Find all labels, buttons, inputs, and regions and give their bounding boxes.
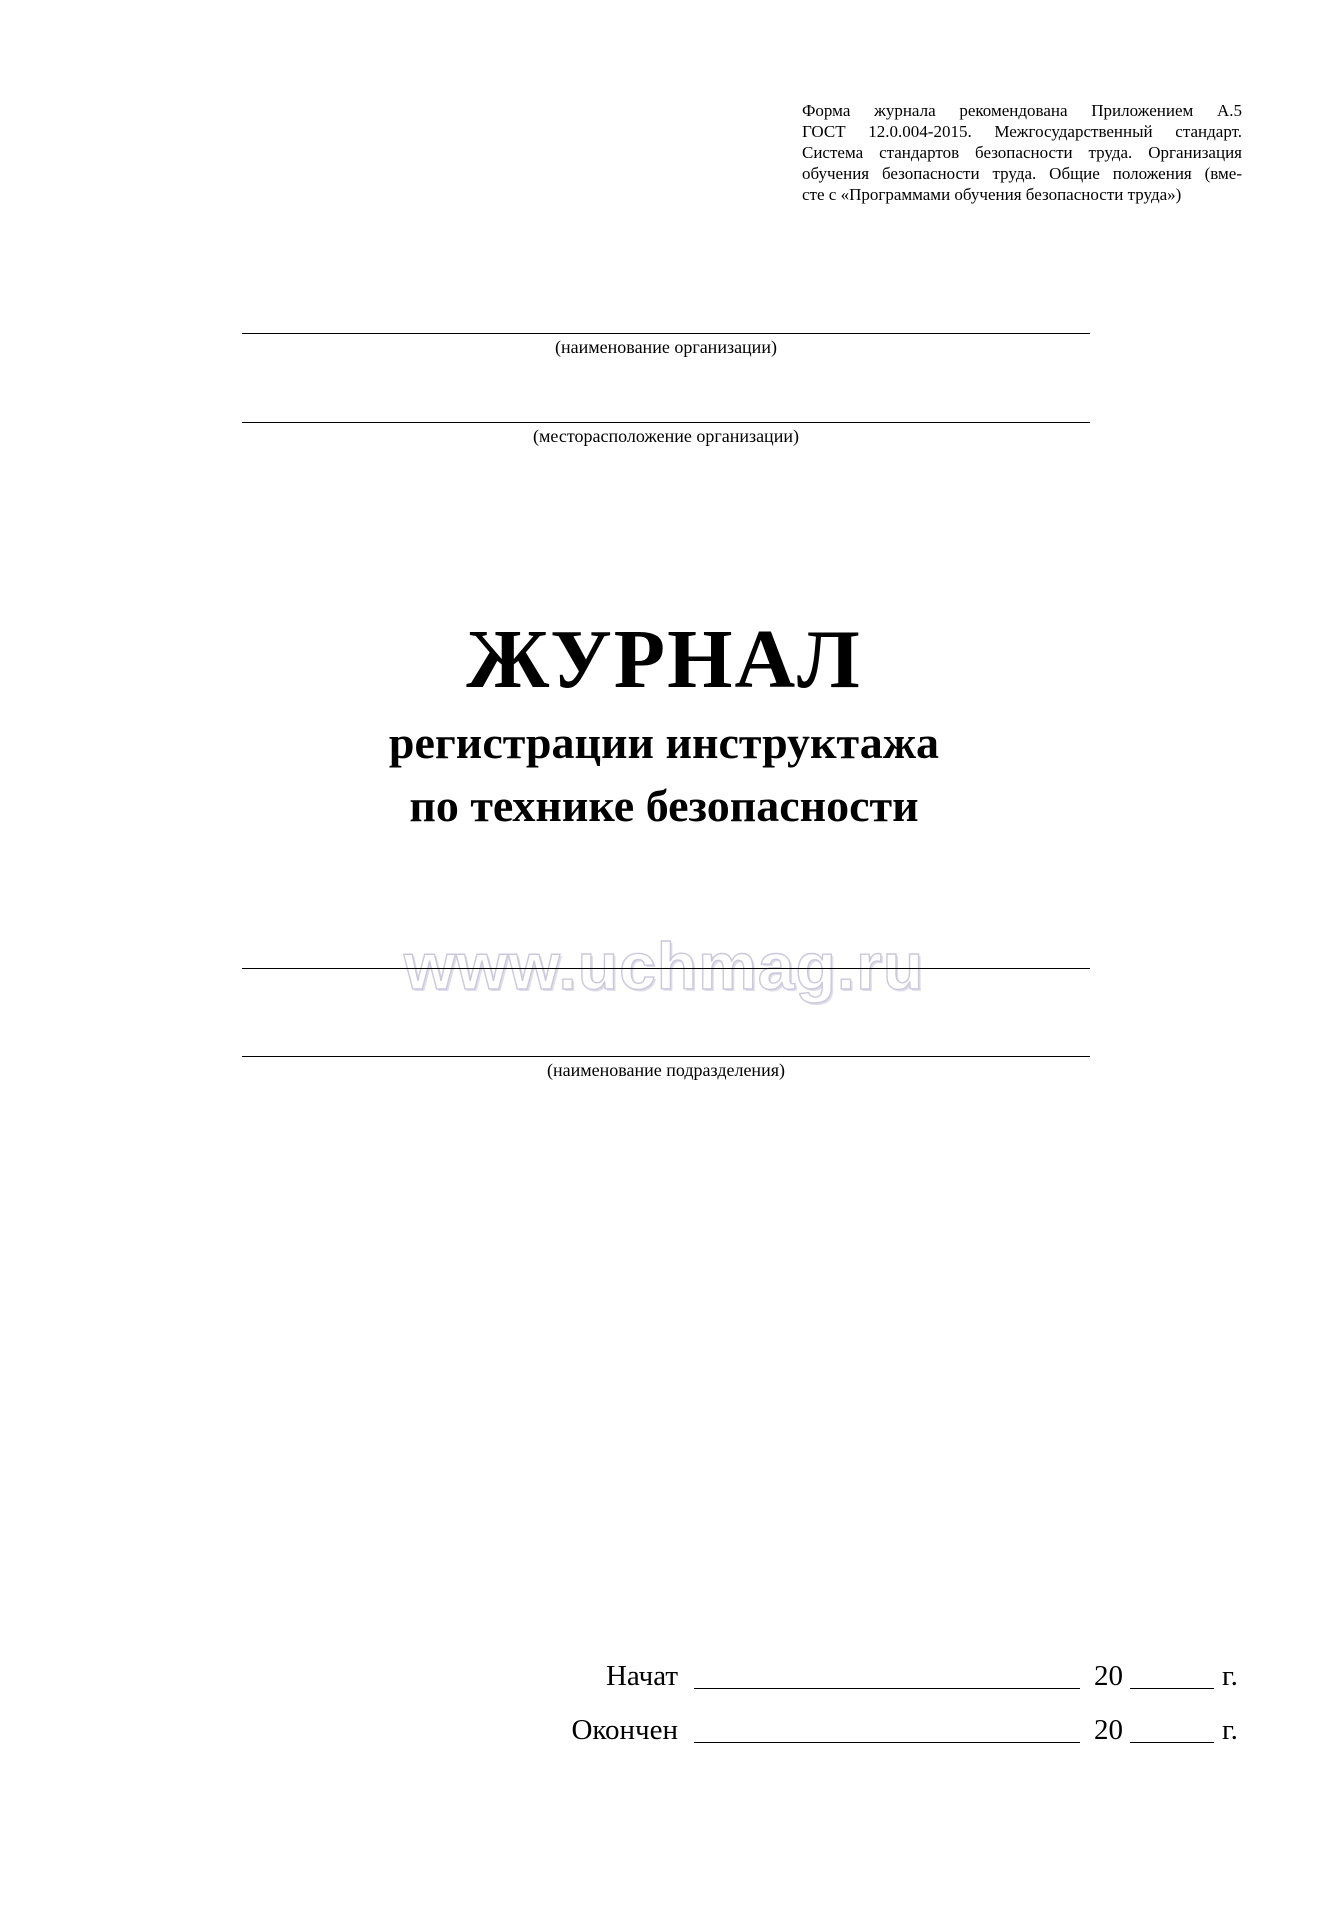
date-started-label: Начат (605, 1660, 678, 1692)
department-name-caption: (наименование подразделения) (547, 1060, 785, 1080)
date-started-blank (694, 1688, 1080, 1689)
journal-title: ЖУРНАЛ (466, 613, 862, 706)
organization-name-line (242, 333, 1090, 334)
header-note-line: сте с «Программами обучения безопасности труда») (802, 185, 1182, 204)
date-started-year-suffix: г. (1222, 1660, 1238, 1692)
department-name-line (242, 1056, 1090, 1057)
date-ended-year-prefix: 20 (1094, 1714, 1123, 1746)
organization-location-line (242, 422, 1090, 423)
journal-subtitle-line-2: по технике безопасности (409, 780, 919, 831)
header-note (802, 100, 1242, 205)
organization-location-caption: (месторасположение организации) (533, 426, 799, 446)
date-ended-row (0, 1710, 1328, 1750)
header-note-line: Форма журнала рекомендована Приложением А.5 (802, 101, 1242, 120)
date-started-row (0, 1656, 1328, 1696)
header-note-line: Система стандартов безопасности труда. Организация (802, 143, 1242, 162)
watermark: www.uchmag.ru (403, 929, 925, 1003)
department-extra-line (242, 968, 1090, 969)
date-ended-year-blank (1130, 1742, 1214, 1743)
header-note-line: обучения безопасности труда. Общие положения (вме- (802, 164, 1242, 183)
organization-name-caption: (наименование организации) (555, 337, 777, 357)
date-started-year-blank (1130, 1688, 1214, 1689)
journal-subtitle-line-1: регистрации инструктажа (388, 717, 940, 768)
date-ended-year-suffix: г. (1222, 1714, 1238, 1746)
header-note-line: ГОСТ 12.0.004-2015. Межгосударственный стандарт. (802, 122, 1242, 141)
date-ended-label: Окончен (571, 1714, 678, 1746)
date-started-year-prefix: 20 (1094, 1660, 1123, 1692)
date-ended-blank (694, 1742, 1080, 1743)
